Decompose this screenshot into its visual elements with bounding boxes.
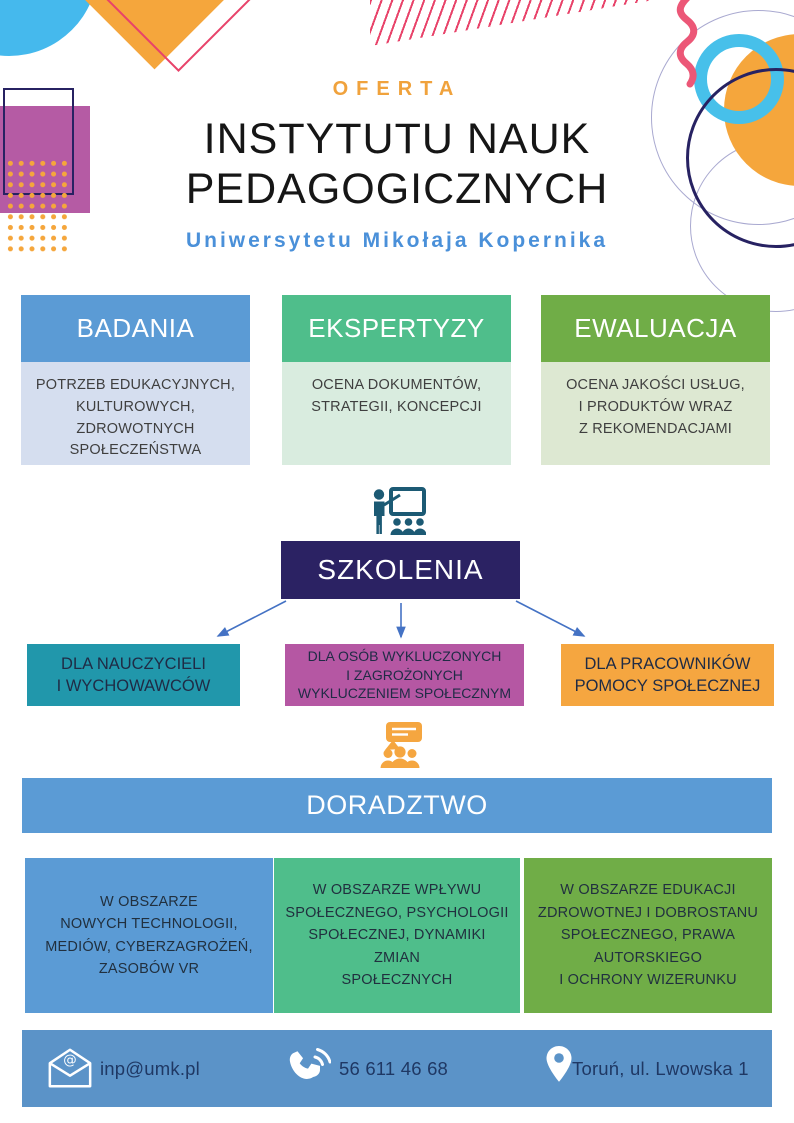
ewaluacja-body: OCENA JAKOŚCI USŁUG, I PRODUKTÓW WRAZ Z REKOMENDACJAMI	[541, 362, 770, 465]
branch-arrows	[0, 596, 794, 648]
ewaluacja-header: EWALUACJA	[541, 295, 770, 362]
card-ewaluacja	[541, 295, 770, 465]
card-badania	[21, 295, 250, 465]
subtitle: Uniwersytetu Mikołaja Kopernika	[185, 229, 609, 252]
street-address: Toruń, ul. Lwowska 1	[572, 1058, 749, 1079]
area-social-influence: W OBSZARZE WPŁYWU SPOŁECZNEGO, PSYCHOLOGII SPOŁECZNEJ, DYNAMIKI ZMIAN SPOŁECZNYCH	[274, 858, 520, 1013]
target-excluded: DLA OSÓB WYKLUCZONYCH I ZAGROŻONYCH WYKLUCZENIEM SPOŁECZNYM	[285, 644, 524, 706]
training-icon	[370, 487, 426, 537]
consulting-icon	[378, 722, 422, 768]
decorative-pink-stripes	[370, 0, 654, 46]
badania-body: POTRZEB EDUKACYJNYCH, KULTUROWYCH, ZDROWOTNYCH SPOŁECZEŃSTWA	[21, 362, 250, 465]
ekspertyzy-header: EKSPERTYZY	[282, 295, 511, 362]
target-teachers: DLA NAUCZYCIELI I WYCHOWAWCÓW	[27, 644, 240, 706]
ekspertyzy-body: OCENA DOKUMENTÓW, STRATEGII, KONCEPCJI	[282, 362, 511, 465]
area-technology: W OBSZARZE NOWYCH TECHNOLOGII, MEDIÓW, CYBERZAGROŻEŃ, ZASOBÓW VR	[25, 858, 273, 1013]
target-social-workers: DLA PRACOWNIKÓW POMOCY SPOŁECZNEJ	[561, 644, 774, 706]
email-address: inp@umk.pl	[100, 1058, 200, 1079]
phone-icon	[285, 1045, 331, 1087]
decorative-pink-squiggle	[672, 0, 698, 90]
contact-footer	[22, 1030, 772, 1107]
badania-header: BADANIA	[21, 295, 250, 362]
doradztwo-banner: DORADZTWO	[22, 778, 772, 833]
page-title	[0, 114, 794, 214]
szkolenia-banner: SZKOLENIA	[281, 541, 520, 599]
title-line-1: INSTYTUTU NAUK	[203, 115, 591, 163]
location-pin-icon	[546, 1046, 572, 1084]
email-icon	[46, 1046, 94, 1090]
title-line-2: PEDAGOGICZNYCH	[185, 165, 609, 213]
phone-number: 56 611 46 68	[339, 1058, 449, 1079]
svg-text:@: @	[63, 1053, 77, 1069]
kicker: OFERTA	[332, 78, 462, 100]
area-health-education: W OBSZARZE EDUKACJI ZDROWOTNEJ I DOBROSTANU SPOŁECZNEGO, PRAWA AUTORSKIEGO I OCHRONY WIZERUNKU	[524, 858, 772, 1013]
card-ekspertyzy	[282, 295, 511, 465]
decorative-blue-circle	[0, 0, 98, 56]
